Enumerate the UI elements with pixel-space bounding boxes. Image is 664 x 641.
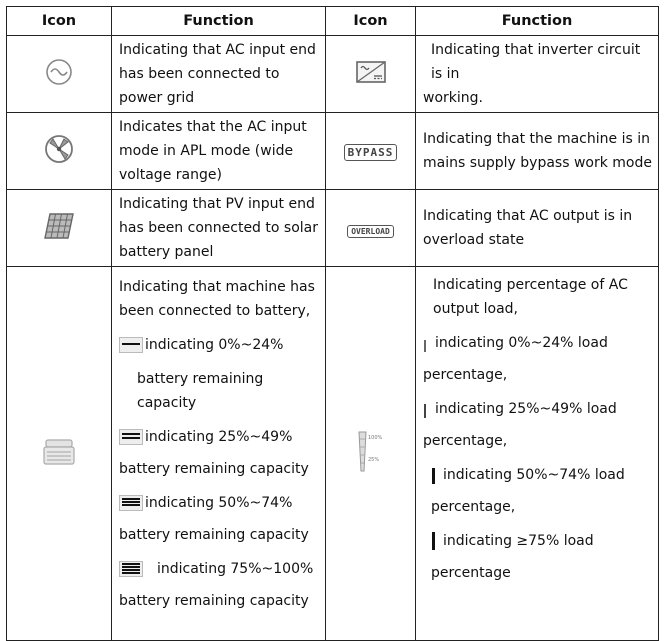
battery-icon xyxy=(42,438,76,466)
bypass-description: Indicating that the machine is in mains supply bypass work mode xyxy=(416,113,659,190)
apl-mode-description: Indicates that the AC input mode in APL mode (wide voltage range) xyxy=(112,113,326,190)
bypass-icon-cell xyxy=(326,113,416,190)
ac-input-icon xyxy=(44,57,74,87)
solar-panel-description: Indicating that PV input end has been connected to solar battery panel xyxy=(112,190,326,267)
ac-input-description: Indicating that AC input end has been connected to power grid xyxy=(112,36,326,113)
table-row xyxy=(7,36,659,113)
table-row xyxy=(7,267,659,641)
header-function-1: Function xyxy=(112,7,326,36)
load-bar-1-icon xyxy=(423,334,429,352)
load-description: Indicating percentage of AC output load, indicating 0%~24% load percentage, indicating 25%~49% load percentage, indicating 50%~74% load percentage, indicating ≥75% load percentage xyxy=(416,267,659,641)
overload-icon: OVERLOAD xyxy=(347,225,394,238)
load-icon-cell xyxy=(326,267,416,641)
ac-input-icon-cell xyxy=(7,36,112,113)
load-icon-label-25: 25% xyxy=(367,456,379,463)
load-level-0: indicating 0%~24% load xyxy=(423,331,652,355)
battery-level-2: indicating 50%~74% xyxy=(119,491,319,515)
solar-panel-icon xyxy=(42,211,76,241)
table-row xyxy=(7,113,659,190)
inverter-icon xyxy=(354,59,388,85)
battery-bar-3-icon xyxy=(119,495,143,511)
load-bar-3-icon xyxy=(431,466,437,484)
battery-level-0: indicating 0%~24% xyxy=(119,333,319,357)
load-bar-2-icon xyxy=(423,400,429,418)
load-bar-4-icon xyxy=(431,532,437,550)
load-level-3: indicating ≥75% load xyxy=(423,529,652,553)
inverter-description: Indicating that inverter circuit is in working. xyxy=(416,36,659,113)
table-header-row xyxy=(7,7,659,36)
battery-level-3: indicating 75%~100% xyxy=(119,557,319,581)
apl-mode-icon xyxy=(42,132,76,166)
load-icon-label-100: 100% xyxy=(367,434,382,441)
table-row xyxy=(7,190,659,267)
header-function-2: Function xyxy=(416,7,659,36)
solar-panel-icon-cell xyxy=(7,190,112,267)
overload-icon-cell xyxy=(326,190,416,267)
load-level-2: indicating 50%~74% load xyxy=(423,463,652,487)
battery-level-1: indicating 25%~49% xyxy=(119,425,319,449)
overload-description: Indicating that AC output is in overload state xyxy=(416,190,659,267)
header-icon-1: Icon xyxy=(7,7,112,36)
apl-mode-icon-cell xyxy=(7,113,112,190)
battery-icon-cell xyxy=(7,267,112,641)
battery-bar-4-icon xyxy=(119,561,143,577)
battery-bar-2-icon xyxy=(119,429,143,445)
load-level-1: indicating 25%~49% load xyxy=(423,397,652,421)
bypass-icon: BYPASS xyxy=(344,144,398,161)
header-icon-2: Icon xyxy=(326,7,416,36)
battery-bar-1-icon xyxy=(119,337,143,353)
icon-function-table xyxy=(6,6,658,625)
battery-description: Indicating that machine has been connected to battery, indicating 0%~24% battery remaining capacity indicating 25%~49% battery remaining capacity indicating 50%~74% battery remaining capacity indicating 75%~100% battery remaining capacity xyxy=(112,267,326,641)
load-icon xyxy=(354,429,388,475)
inverter-icon-cell xyxy=(326,36,416,113)
